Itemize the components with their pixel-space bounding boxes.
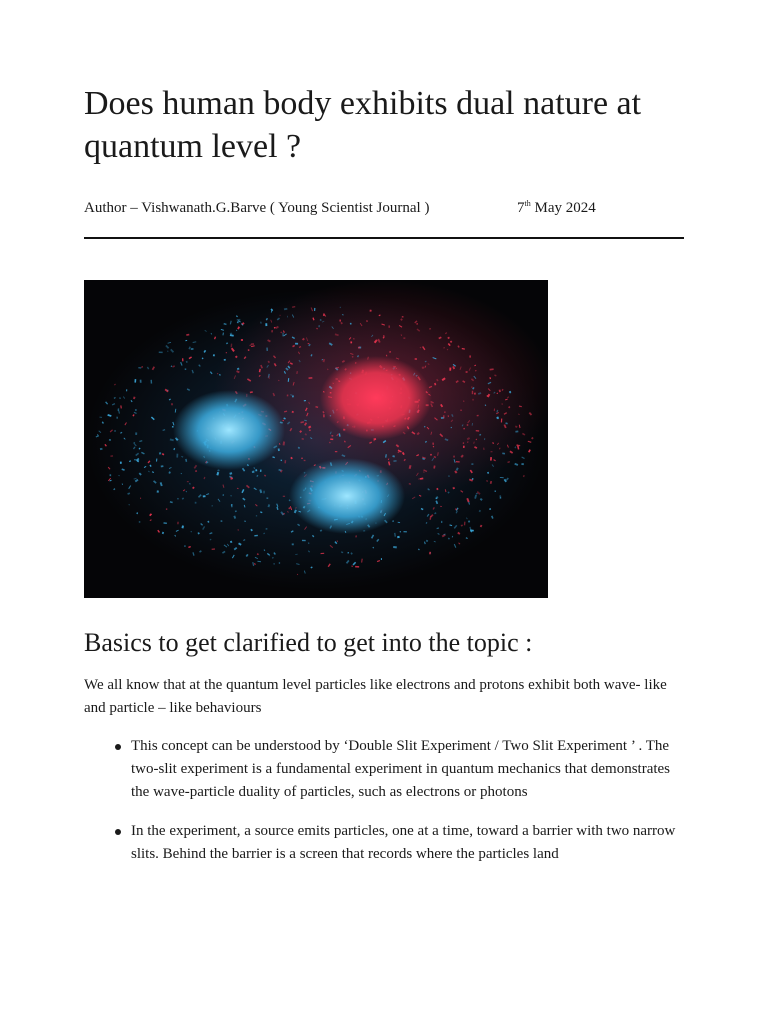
list-item (84, 735, 684, 804)
list-item-text: In the experiment, a source emits particles, one at a time, toward a barrier with two narrow slits. Behind the barrier is a screen that records where the particles land (131, 823, 676, 862)
intro-paragraph: We all know that at the quantum level particles like electrons and protons exhibit both wave- like and particle – like behaviours (84, 677, 667, 716)
article-title: Does human body exhibits dual nature at quantum level ? (84, 85, 642, 165)
particle-speckle (257, 553, 259, 554)
particle-speckle (330, 438, 333, 440)
particle-speckle (100, 448, 103, 450)
particle-speckle (403, 337, 405, 339)
particle-speckle (135, 432, 137, 435)
particle-speckle (195, 502, 197, 504)
particle-speckle (166, 508, 167, 510)
particle-speckle (484, 438, 485, 440)
particle-speckle (340, 320, 341, 322)
particle-speckle (187, 481, 189, 482)
particle-speckle (463, 446, 465, 448)
particle-speckle (309, 377, 313, 379)
particle-speckle (477, 415, 479, 417)
particle-speckle (159, 452, 161, 454)
particle-speckle (304, 460, 306, 461)
particle-speckle (134, 379, 136, 383)
particle-speckle (335, 451, 337, 452)
particle-speckle (402, 316, 404, 318)
particle-speckle (279, 563, 280, 564)
bullet-list (84, 735, 684, 866)
particle-speckle (157, 490, 159, 492)
particle-speckle (373, 440, 374, 441)
particle-speckle (120, 462, 122, 464)
particle-speckle (167, 351, 168, 352)
particle-speckle (472, 391, 473, 394)
particle-speckle (340, 307, 341, 308)
list-item (84, 820, 684, 866)
particle-speckle (471, 463, 473, 465)
particle-speckle (182, 358, 184, 361)
particle-speckle (433, 443, 434, 445)
particle-speckle (430, 454, 432, 456)
particle-speckle (366, 320, 368, 322)
date-day: 7 (517, 200, 525, 216)
particle-speckle (224, 359, 226, 361)
particle-speckle (191, 348, 194, 349)
particle-speckle (491, 451, 493, 452)
electron-cloud-bottom (289, 458, 405, 534)
publish-date (517, 198, 596, 218)
particle-speckle (138, 367, 141, 369)
particle-speckle (282, 333, 283, 337)
electron-cloud-left (173, 390, 285, 470)
particle-speckle (318, 325, 320, 327)
particle-speckle (151, 380, 153, 384)
particle-speckle (212, 505, 213, 506)
particle-speckle (110, 474, 112, 476)
particle-speckle (515, 431, 518, 433)
particle-speckle (171, 403, 173, 405)
particle-speckle (429, 552, 431, 555)
particle-cloud-illustration (84, 280, 548, 598)
particle-speckle (440, 506, 442, 507)
particle-speckle (266, 497, 268, 499)
particle-speckle (490, 457, 492, 461)
particle-speckle (110, 455, 113, 457)
header-divider (84, 237, 684, 239)
particle-speckle (292, 543, 294, 545)
particle-speckle (521, 463, 524, 465)
particle-speckle (255, 469, 257, 471)
particle-speckle (184, 545, 185, 546)
particle-speckle (274, 327, 276, 329)
particle-speckle (473, 399, 474, 401)
proton-cloud-red (320, 356, 432, 440)
particle-speckle (460, 410, 461, 411)
list-item-text: This concept can be understood by ‘Double Slit Experiment / Two Slit Experiment ’ . The two-slit experiment is a fundamental experiment in quantum mechanics that demonstrates the wave-particle duality of particles, such as electrons or photons (131, 738, 671, 800)
particle-speckle (393, 460, 396, 461)
particle-speckle (422, 367, 424, 369)
particle-speckle (448, 415, 449, 417)
particle-speckle (403, 531, 406, 532)
particle-speckle (295, 343, 298, 345)
particle-speckle (284, 460, 286, 463)
particle-speckle (381, 558, 382, 560)
particle-speckle (256, 515, 257, 516)
particle-speckle (213, 354, 215, 356)
particle-speckle (221, 520, 223, 522)
particle-speckle (273, 564, 275, 565)
particle-speckle (248, 349, 250, 351)
particle-speckle (271, 330, 273, 332)
particle-speckle (441, 521, 442, 523)
particle-speckle (287, 316, 288, 318)
particle-speckle (266, 348, 267, 351)
particle-speckle (117, 417, 118, 419)
particle-speckle (167, 390, 168, 391)
particle-speckle (323, 414, 325, 417)
particle-speckle (284, 308, 288, 310)
particle-speckle (241, 339, 243, 341)
particle-speckle (323, 313, 325, 316)
particle-speckle (265, 323, 267, 326)
particle-speckle (287, 395, 289, 397)
particle-speckle (314, 308, 315, 311)
particle-speckle (139, 521, 141, 523)
particle-speckle (177, 522, 178, 525)
particle-speckle (260, 469, 262, 472)
particle-speckle (441, 417, 444, 419)
author-line: Author – Vishwanath.G.Barve ( Young Scientist Journal ) (84, 200, 430, 216)
section-heading: Basics to get clarified to get into the topic : (84, 628, 533, 657)
date-suffix: th (524, 199, 531, 208)
particle-speckle (126, 389, 127, 391)
date-rest: May 2024 (530, 200, 596, 216)
particle-speckle (453, 456, 455, 458)
particle-speckle (448, 475, 450, 477)
quantum-particles-image (84, 280, 548, 598)
bullet-icon (115, 829, 121, 835)
particle-speckle (308, 427, 310, 429)
particle-speckle (329, 442, 331, 444)
particle-speckle (449, 367, 451, 370)
particle-speckle (140, 380, 142, 383)
particle-speckle (263, 491, 264, 494)
particle-speckle (134, 459, 136, 460)
particle-speckle (266, 528, 268, 529)
particle-speckle (283, 496, 285, 497)
particle-speckle (393, 546, 397, 548)
particle-speckle (140, 498, 141, 499)
byline (84, 198, 684, 218)
particle-speckle (321, 553, 325, 554)
particle-speckle (355, 566, 359, 568)
particle-speckle (203, 495, 206, 497)
particle-speckle (388, 325, 390, 327)
particle-speckle (176, 454, 178, 458)
particle-speckle (109, 439, 111, 441)
particle-speckle (415, 358, 417, 360)
particle-speckle (304, 400, 306, 401)
particle-speckle (159, 352, 163, 354)
particle-speckle (466, 371, 468, 373)
bullet-icon (115, 744, 121, 750)
particle-speckle (370, 310, 372, 312)
particle-speckle (469, 355, 471, 357)
particle-speckle (269, 376, 270, 379)
particle-speckle (302, 540, 306, 542)
